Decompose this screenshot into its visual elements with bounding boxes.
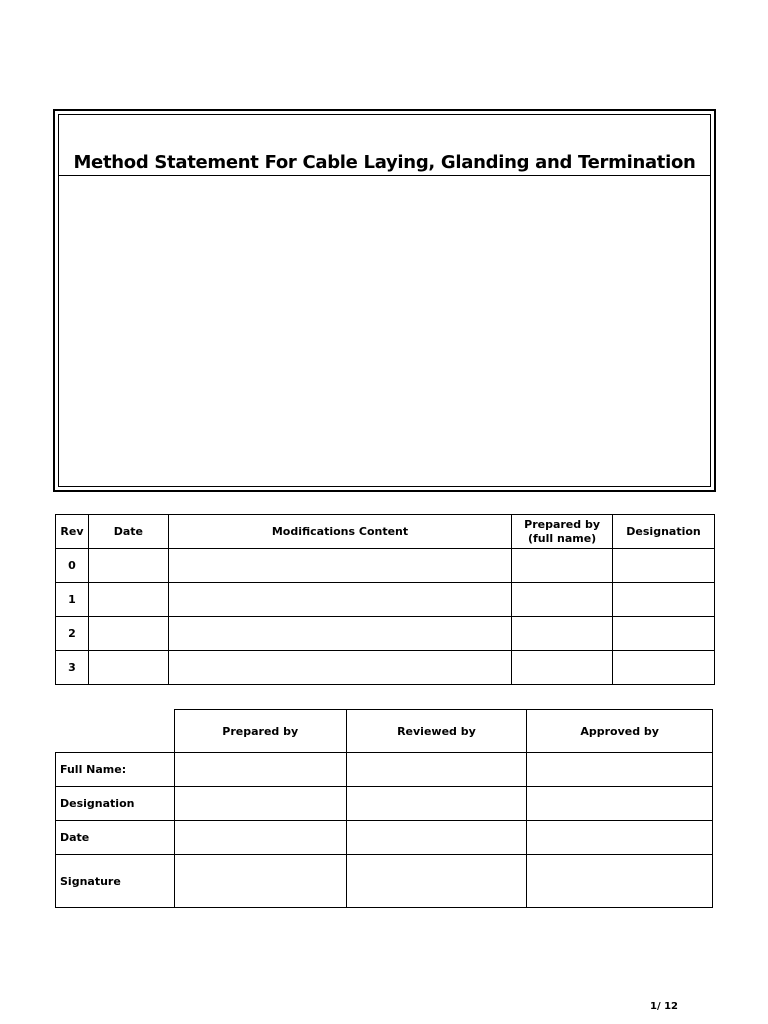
prepared-by-column-header: Prepared by: [174, 710, 346, 753]
rev-prepared-by-cell[interactable]: [512, 549, 613, 583]
rev-prepared-by-cell[interactable]: [512, 651, 613, 685]
signature-row: [56, 855, 713, 908]
rev-number: 2: [56, 617, 89, 651]
signature-corner-blank: [56, 710, 175, 753]
date-row: [56, 821, 713, 855]
document-title: Method Statement For Cable Laying, Glanding and Termination: [73, 152, 696, 173]
signature-table: [55, 709, 713, 908]
title-box: [53, 109, 716, 492]
rev-modifications-cell[interactable]: [168, 549, 511, 583]
modifications-header: Modifications Content: [168, 515, 511, 549]
prepared-by-header-line1: Prepared by: [524, 517, 601, 531]
rev-prepared-by-cell[interactable]: [512, 583, 613, 617]
approved-by-date-cell[interactable]: [527, 821, 713, 855]
rev-modifications-cell[interactable]: [168, 617, 511, 651]
title-underline: [58, 175, 711, 176]
rev-designation-cell[interactable]: [613, 549, 715, 583]
reviewed-by-designation-cell[interactable]: [346, 787, 527, 821]
rev-date-cell[interactable]: [88, 549, 168, 583]
revision-row: [56, 583, 715, 617]
rev-number: 3: [56, 651, 89, 685]
rev-date-cell[interactable]: [88, 583, 168, 617]
page-number: 1/ 12: [650, 1001, 679, 1012]
prepared-by-full-name-cell[interactable]: [174, 753, 346, 787]
approved-by-column-header: Approved by: [527, 710, 713, 753]
rev-number: 0: [56, 549, 89, 583]
reviewed-by-signature-cell[interactable]: [346, 855, 527, 908]
rev-modifications-cell[interactable]: [168, 651, 511, 685]
prepared-by-signature-cell[interactable]: [174, 855, 346, 908]
revision-row: [56, 617, 715, 651]
prepared-by-header: [512, 515, 613, 549]
reviewed-by-date-cell[interactable]: [346, 821, 527, 855]
designation-row: [56, 787, 713, 821]
designation-header: Designation: [613, 515, 715, 549]
approved-by-full-name-cell[interactable]: [527, 753, 713, 787]
approved-by-signature-cell[interactable]: [527, 855, 713, 908]
full-name-row: [56, 753, 713, 787]
rev-header: Rev: [56, 515, 89, 549]
full-name-label: Full Name:: [56, 753, 175, 787]
designation-label: Designation: [56, 787, 175, 821]
prepared-by-date-cell[interactable]: [174, 821, 346, 855]
rev-designation-cell[interactable]: [613, 583, 715, 617]
rev-designation-cell[interactable]: [613, 651, 715, 685]
prepared-by-header-line2: (full name): [527, 531, 597, 545]
signature-header-row: [56, 710, 713, 753]
date-header: Date: [88, 515, 168, 549]
revision-table: [55, 514, 715, 685]
date-label: Date: [56, 821, 175, 855]
reviewed-by-full-name-cell[interactable]: [346, 753, 527, 787]
approved-by-designation-cell[interactable]: [527, 787, 713, 821]
rev-date-cell[interactable]: [88, 617, 168, 651]
rev-modifications-cell[interactable]: [168, 583, 511, 617]
rev-date-cell[interactable]: [88, 651, 168, 685]
revision-header-row: [56, 515, 715, 549]
revision-row: [56, 549, 715, 583]
rev-prepared-by-cell[interactable]: [512, 617, 613, 651]
revision-row: [56, 651, 715, 685]
signature-label: Signature: [56, 855, 175, 908]
rev-designation-cell[interactable]: [613, 617, 715, 651]
prepared-by-designation-cell[interactable]: [174, 787, 346, 821]
rev-number: 1: [56, 583, 89, 617]
reviewed-by-column-header: Reviewed by: [346, 710, 527, 753]
